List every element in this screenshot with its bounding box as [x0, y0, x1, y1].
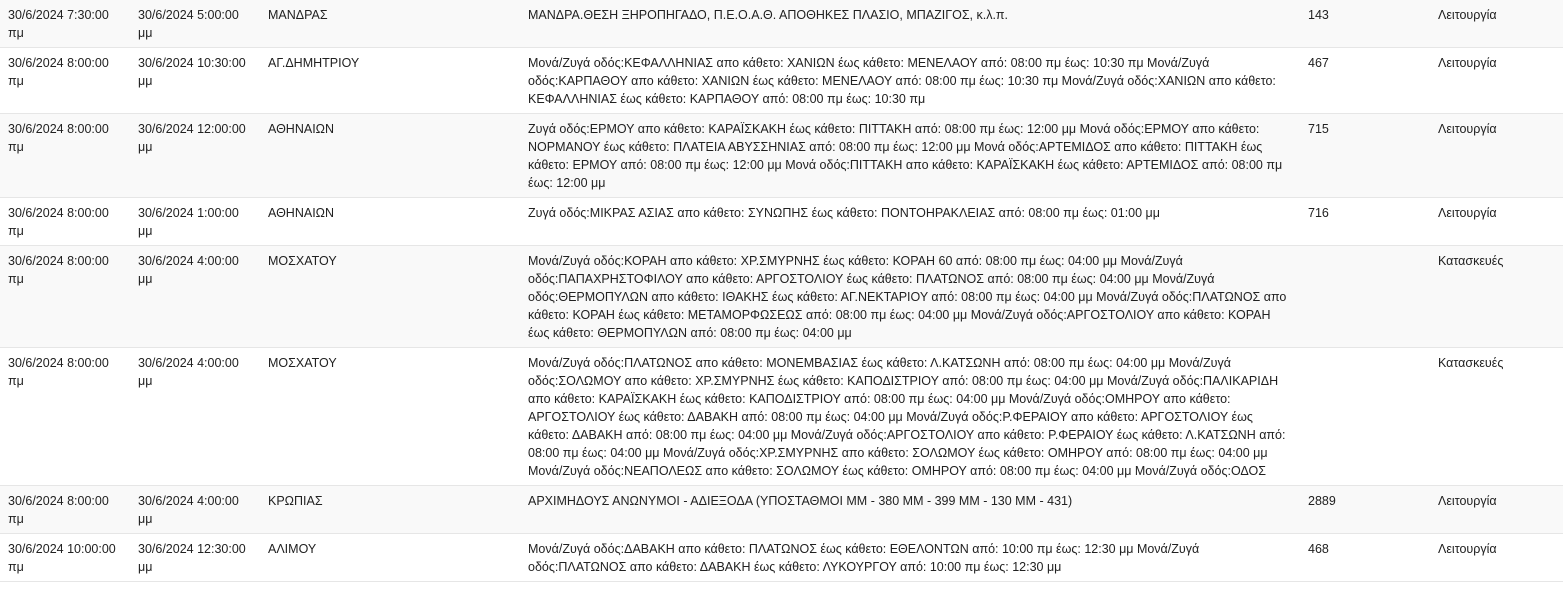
ntf-cell: 467 [1300, 48, 1430, 114]
description-cell: Μονά/Ζυγά οδός:ΠΛΑΤΩΝΟΣ απο κάθετο: ΜΟΝΕΜΒΑΣΙΑΣ έως κάθετο: Λ.ΚΑΤΣΩΝΗ από: 08:00 πμ έως: 04:00 μμ Μονά/Ζυγά οδός:ΣΟΛΩΜΟΥ απο κάθετο: ΧΡ.ΣΜΥΡΝΗΣ έως κάθετο: ΚΑΠΟΔΙΣΤΡΙΟΥ από: 08:00 πμ έως: 04:00 μμ Μονά/Ζυγά οδός:ΠΑΛΙΚΑΡΙΔΗ απο κάθετο: ΚΑΡΑΪΣΚΑΚΗ έως κάθετο: ΚΑΠΟΔΙΣΤΡΙΟΥ από: 08:00 πμ έως: 04:00 μμ Μονά/Ζυγά οδός:ΟΜΗΡΟΥ απο κάθετο: ΑΡΓΟΣΤΟΛΙΟΥ έως κάθετο: ΔΑΒΑΚΗ από: 08:00 πμ έως: 04:00 μμ Μονά/Ζυγά οδός:Ρ.ΦΕΡΑΙΟΥ απο κάθετο: ΑΡΓΟΣΤΟΛΙΟΥ έως κάθετο: ΔΑΒΑΚΗ από: 08:00 πμ έως: 04:00 μμ Μονά/Ζυγά οδός:ΑΡΓΟΣΤΟΛΙΟΥ απο κάθετο: Ρ.ΦΕΡΑΙΟΥ έως κάθετο: Λ.ΚΑΤΣΩΝΗ από: 08:00 πμ έως: 04:00 μμ Μονά/Ζυγά οδός:ΧΡ.ΣΜΥΡΝΗΣ απο κάθετο: ΣΟΛΩΜΟΥ έως κάθετο: ΟΜΗΡΟΥ από: 08:00 πμ έως: 04:00 μμ Μονά/Ζυγά οδός:ΝΕΑΠΟΛΕΩΣ απο κάθετο: ΣΟΛΩΜΟΥ έως κάθετο: ΟΜΗΡΟΥ από: 08:00 πμ έως: 04:00 μμ Μονά/Ζυγά οδός:ΟΔΟΣ [520, 348, 1300, 486]
end-cell: 30/6/2024 12:00:00 μμ [130, 114, 260, 198]
ntf-cell: 716 [1300, 198, 1430, 246]
area-cell: ΚΡΩΠΙΑΣ [260, 486, 520, 534]
area-cell: ΜΑΝΔΡΑΣ [260, 0, 520, 48]
start-cell: 30/6/2024 8:00:00 πμ [0, 114, 130, 198]
table-row [0, 198, 1563, 246]
reason-cell: Λειτουργία [1430, 114, 1563, 198]
area-cell: ΑΛΙΜΟΥ [260, 534, 520, 582]
end-cell: 30/6/2024 1:00:00 μμ [130, 198, 260, 246]
table-row [0, 48, 1563, 114]
reason-cell: Κατασκευές [1430, 348, 1563, 486]
reason-cell: Λειτουργία [1430, 0, 1563, 48]
reason-cell: Λειτουργία [1430, 48, 1563, 114]
table-row [0, 348, 1563, 486]
ntf-cell: 715 [1300, 114, 1430, 198]
reason-cell: Κατασκευές [1430, 246, 1563, 348]
table-row [0, 534, 1563, 582]
start-cell: 30/6/2024 8:00:00 πμ [0, 246, 130, 348]
table-row [0, 0, 1563, 48]
reason-cell: Λειτουργία [1430, 534, 1563, 582]
description-cell: ΜΑΝΔΡΑ.ΘΕΣΗ ΞΗΡΟΠΗΓΑΔΟ, Π.Ε.Ο.Α.Θ. ΑΠΟΘΗΚΕΣ ΠΛΑΣΙΟ, ΜΠΑΖΙΓΟΣ, κ.λ.π. [520, 0, 1300, 48]
table-row [0, 114, 1563, 198]
ntf-cell: 143 [1300, 0, 1430, 48]
ntf-cell [1300, 348, 1430, 486]
end-cell: 30/6/2024 10:30:00 μμ [130, 48, 260, 114]
ntf-cell: 468 [1300, 534, 1430, 582]
end-cell: 30/6/2024 4:00:00 μμ [130, 246, 260, 348]
start-cell: 30/6/2024 8:00:00 πμ [0, 486, 130, 534]
area-cell: ΑΘΗΝΑΙΩΝ [260, 114, 520, 198]
reason-cell: Λειτουργία [1430, 486, 1563, 534]
table-row [0, 246, 1563, 348]
area-cell: ΑΓ.ΔΗΜΗΤΡΙΟΥ [260, 48, 520, 114]
description-cell: Μονά/Ζυγά οδός:ΚΟΡΑΗ απο κάθετο: ΧΡ.ΣΜΥΡΝΗΣ έως κάθετο: ΚΟΡΑΗ 60 από: 08:00 πμ έως: 04:00 μμ Μονά/Ζυγά οδός:ΠΑΠΑΧΡΗΣΤΟΦΙΛΟΥ απο κάθετο: ΑΡΓΟΣΤΟΛΙΟΥ έως κάθετο: ΠΛΑΤΩΝΟΣ από: 08:00 πμ έως: 04:00 μμ Μονά/Ζυγά οδός:ΘΕΡΜΟΠΥΛΩΝ απο κάθετο: ΙΘΑΚΗΣ έως κάθετο: ΑΓ.ΝΕΚΤΑΡΙΟΥ από: 08:00 πμ έως: 04:00 μμ Μονά/Ζυγά οδός:ΠΛΑΤΩΝΟΣ απο κάθετο: ΚΟΡΑΗ έως κάθετο: ΜΕΤΑΜΟΡΦΩΣΕΩΣ από: 08:00 πμ έως: 04:00 μμ Μονά/Ζυγά οδός:ΑΡΓΟΣΤΟΛΙΟΥ απο κάθετο: ΚΟΡΑΗ έως κάθετο: ΘΕΡΜΟΠΥΛΩΝ από: 08:00 πμ έως: 04:00 μμ [520, 246, 1300, 348]
description-cell: Μονά/Ζυγά οδός:ΔΑΒΑΚΗ απο κάθετο: ΠΛΑΤΩΝΟΣ έως κάθετο: ΕΘΕΛΟΝΤΩΝ από: 10:00 πμ έως: 12:30 μμ Μονά/Ζυγά οδός:ΠΛΑΤΩΝΟΣ απο κάθετο: ΔΑΒΑΚΗ έως κάθετο: ΛΥΚΟΥΡΓΟΥ από: 10:00 πμ έως: 12:30 μμ [520, 534, 1300, 582]
area-cell: ΜΟΣΧΑΤΟΥ [260, 348, 520, 486]
ntf-cell: 2889 [1300, 486, 1430, 534]
table-row [0, 486, 1563, 534]
start-cell: 30/6/2024 8:00:00 πμ [0, 198, 130, 246]
area-cell: ΜΟΣΧΑΤΟΥ [260, 246, 520, 348]
reason-cell: Λειτουργία [1430, 198, 1563, 246]
start-cell: 30/6/2024 7:30:00 πμ [0, 0, 130, 48]
end-cell: 30/6/2024 12:30:00 μμ [130, 534, 260, 582]
start-cell: 30/6/2024 8:00:00 πμ [0, 348, 130, 486]
ntf-cell [1300, 246, 1430, 348]
end-cell: 30/6/2024 5:00:00 μμ [130, 0, 260, 48]
area-cell: ΑΘΗΝΑΙΩΝ [260, 198, 520, 246]
start-cell: 30/6/2024 10:00:00 πμ [0, 534, 130, 582]
description-cell: ΑΡΧΙΜΗΔΟΥΣ ΑΝΩΝΥΜΟΙ - ΑΔΙΕΞΟΔΑ (ΥΠΟΣΤΑΘΜΟΙ ΜΜ - 380 ΜΜ - 399 ΜΜ - 130 ΜΜ - 431) [520, 486, 1300, 534]
end-cell: 30/6/2024 4:00:00 μμ [130, 486, 260, 534]
start-cell: 30/6/2024 8:00:00 πμ [0, 48, 130, 114]
description-cell: Ζυγά οδός:ΕΡΜΟΥ απο κάθετο: ΚΑΡΑΪΣΚΑΚΗ έως κάθετο: ΠΙΤΤΑΚΗ από: 08:00 πμ έως: 12:00 μμ Μονά οδός:ΕΡΜΟΥ απο κάθετο: ΝΟΡΜΑΝΟΥ έως κάθετο: ΠΛΑΤΕΙΑ ΑΒΥΣΣΗΝΙΑΣ από: 08:00 πμ έως: 12:00 μμ Μονά οδός:ΑΡΤΕΜΙΔΟΣ απο κάθετο: ΠΙΤΤΑΚΗ έως κάθετο: ΕΡΜΟΥ από: 08:00 πμ έως: 12:00 μμ Μονά οδός:ΠΙΤΤΑΚΗ απο κάθετο: ΚΑΡΑΪΣΚΑΚΗ έως κάθετο: ΑΡΤΕΜΙΔΟΣ από: 08:00 πμ έως: 12:00 μμ [520, 114, 1300, 198]
end-cell: 30/6/2024 4:00:00 μμ [130, 348, 260, 486]
description-cell: Μονά/Ζυγά οδός:ΚΕΦΑΛΛΗΝΙΑΣ απο κάθετο: ΧΑΝΙΩΝ έως κάθετο: ΜΕΝΕΛΑΟΥ από: 08:00 πμ έως: 10:30 πμ Μονά/Ζυγά οδός:ΚΑΡΠΑΘΟΥ απο κάθετο: ΧΑΝΙΩΝ έως κάθετο: ΜΕΝΕΛΑΟΥ από: 08:00 πμ έως: 10:30 πμ Μονά/Ζυγά οδός:ΧΑΝΙΩΝ απο κάθετο: ΚΕΦΑΛΛΗΝΙΑΣ έως κάθετο: ΚΑΡΠΑΘΟΥ από: 08:00 πμ έως: 10:30 πμ [520, 48, 1300, 114]
description-cell: Ζυγά οδός:ΜΙΚΡΑΣ ΑΣΙΑΣ απο κάθετο: ΣΥΝΩΠΗΣ έως κάθετο: ΠΟΝΤΟΗΡΑΚΛΕΙΑΣ από: 08:00 πμ έως: 01:00 μμ [520, 198, 1300, 246]
